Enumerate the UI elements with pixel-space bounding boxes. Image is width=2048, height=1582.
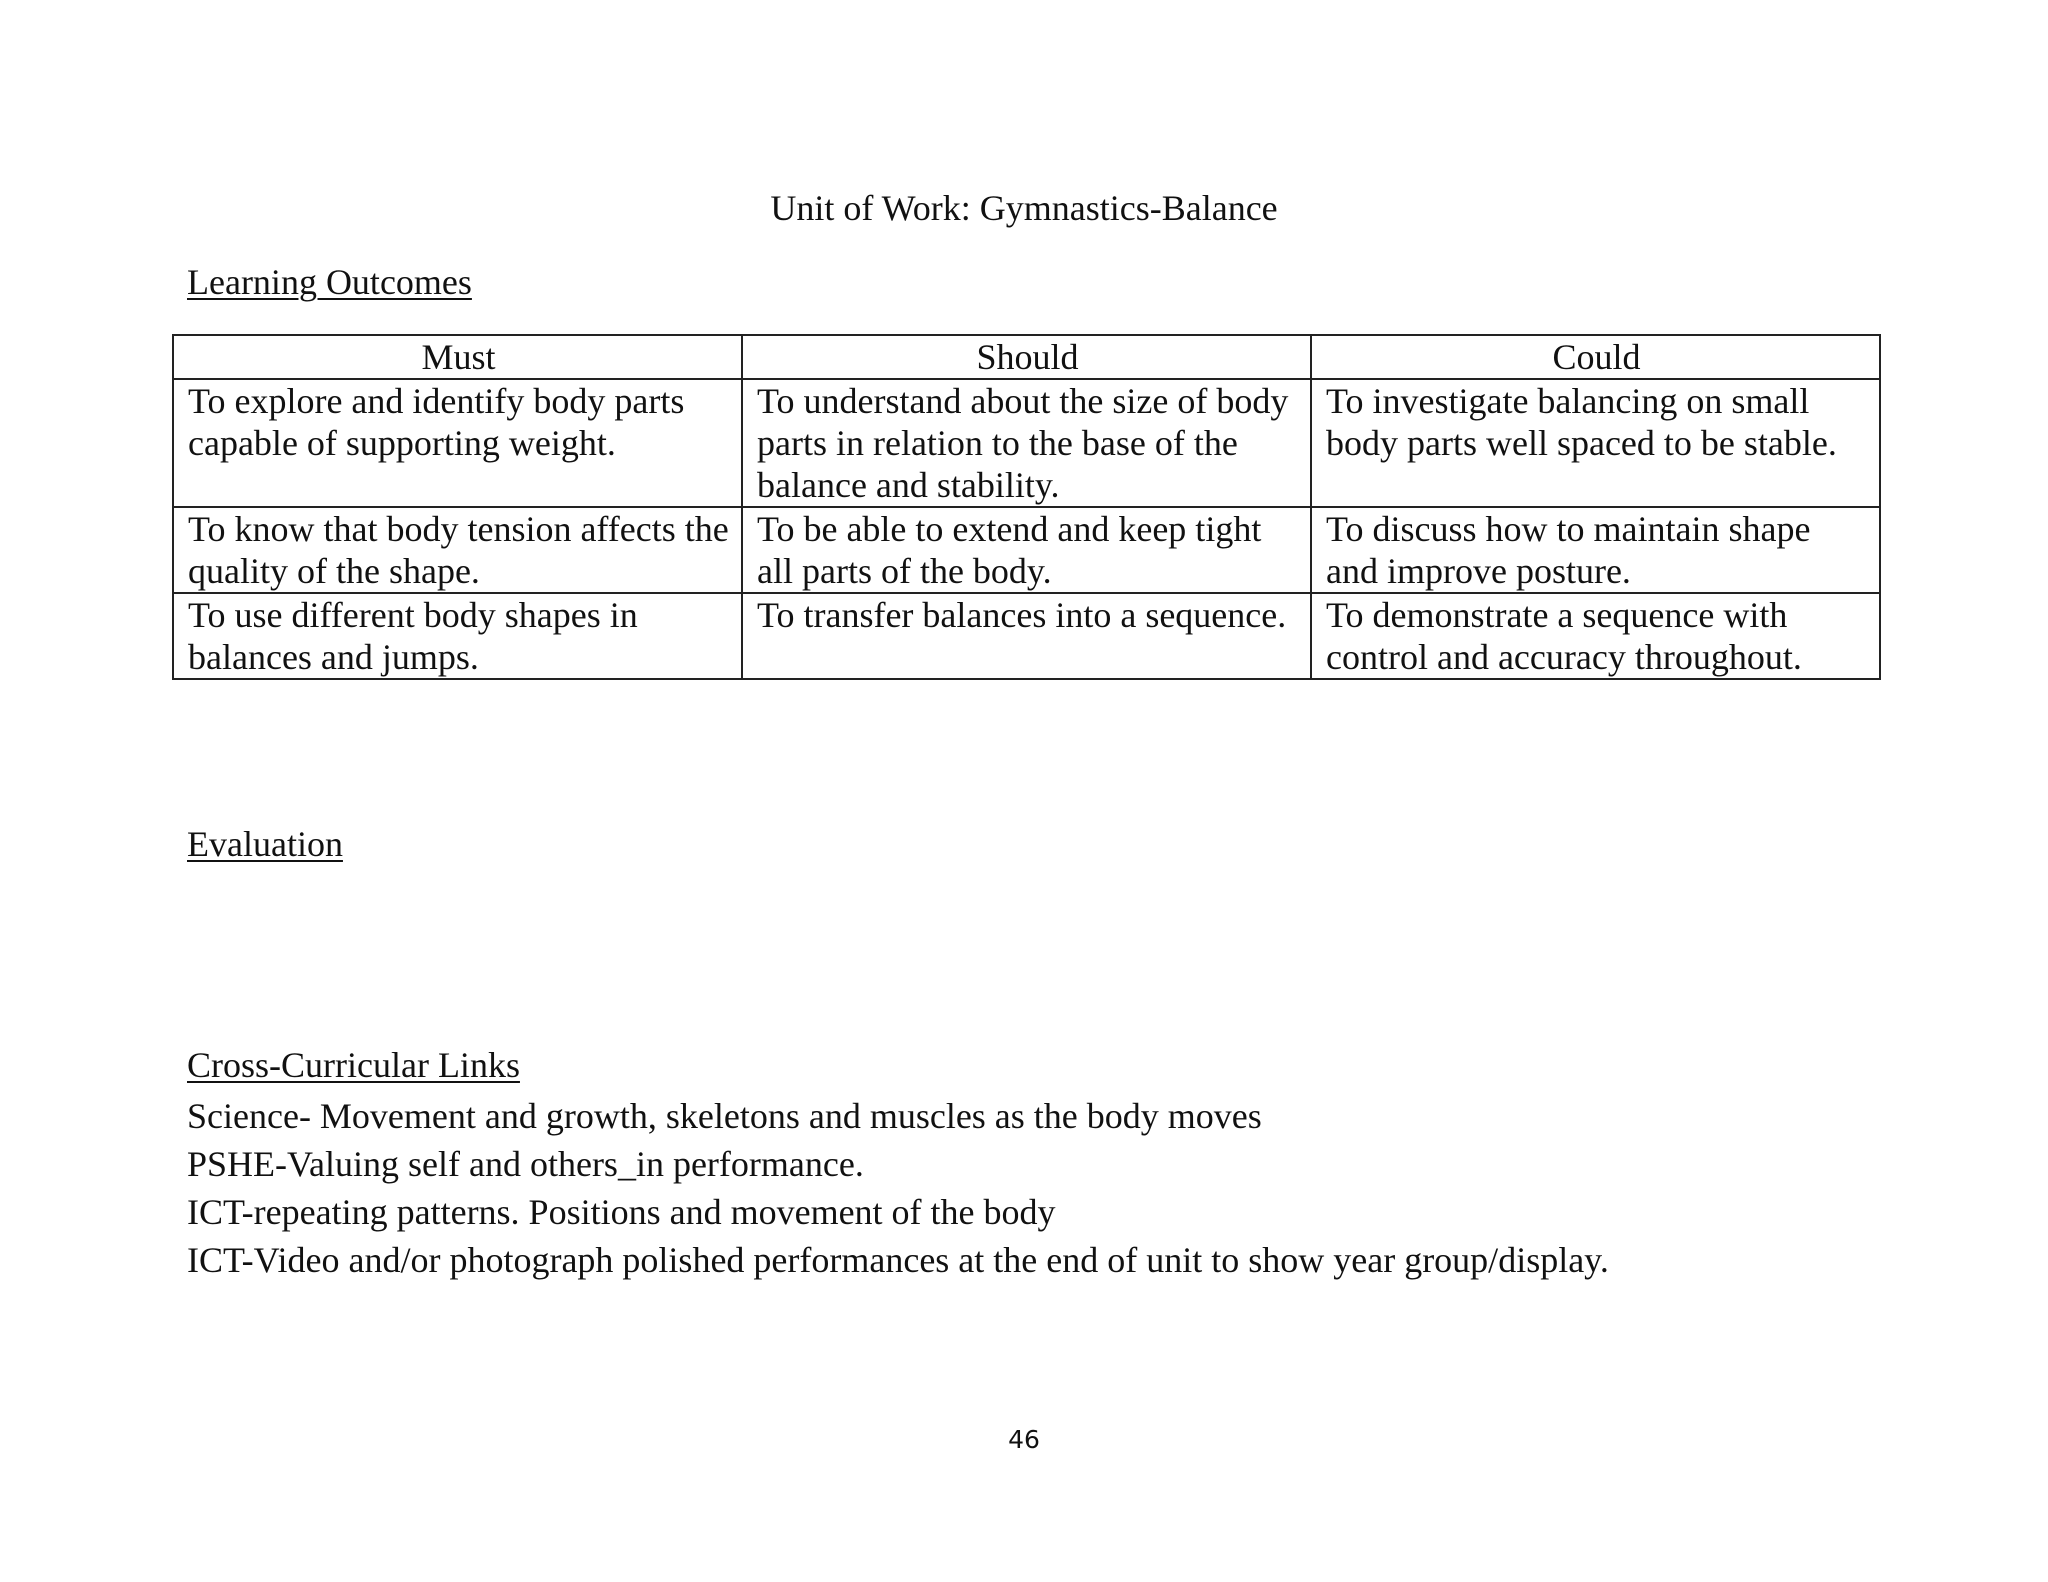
table-cell-could: To investigate balancing on small body parts well spaced to be stable. — [1311, 379, 1880, 507]
cross-curricular-heading: Cross-Curricular Links — [187, 1045, 520, 1085]
table-row — [173, 379, 1880, 507]
learning-outcomes-heading: Learning Outcomes — [187, 262, 472, 302]
table-cell-should: To transfer balances into a sequence. — [742, 593, 1311, 679]
list-item: Science- Movement and growth, skeletons and muscles as the body moves — [187, 1096, 1262, 1136]
table-cell-must: To explore and identify body parts capable of supporting weight. — [173, 379, 742, 507]
table-cell-should: To understand about the size of body parts in relation to the base of the balance and stability. — [742, 379, 1311, 507]
table-row — [173, 593, 1880, 679]
cross-curricular-list — [187, 1092, 1609, 1284]
table-cell-must: To use different body shapes in balances and jumps. — [173, 593, 742, 679]
table-row — [173, 507, 1880, 593]
evaluation-heading: Evaluation — [187, 824, 343, 864]
page-title: Unit of Work: Gymnastics-Balance — [770, 188, 1278, 228]
table-header-row — [173, 335, 1880, 379]
table-cell-could: To discuss how to maintain shape and improve posture. — [1311, 507, 1880, 593]
list-item: PSHE-Valuing self and others_in performance. — [187, 1144, 864, 1184]
table-cell-should: To be able to extend and keep tight all parts of the body. — [742, 507, 1311, 593]
column-header-must: Must — [173, 335, 742, 379]
list-item: ICT-Video and/or photograph polished performances at the end of unit to show year group/display. — [187, 1240, 1609, 1280]
table-cell-must: To know that body tension affects the quality of the shape. — [173, 507, 742, 593]
table-cell-could: To demonstrate a sequence with control and accuracy throughout. — [1311, 593, 1880, 679]
list-item: ICT-repeating patterns. Positions and movement of the body — [187, 1192, 1056, 1232]
learning-outcomes-table — [172, 334, 1881, 680]
column-header-could: Could — [1311, 335, 1880, 379]
page-number: 46 — [1008, 1425, 1040, 1454]
column-header-should: Should — [742, 335, 1311, 379]
